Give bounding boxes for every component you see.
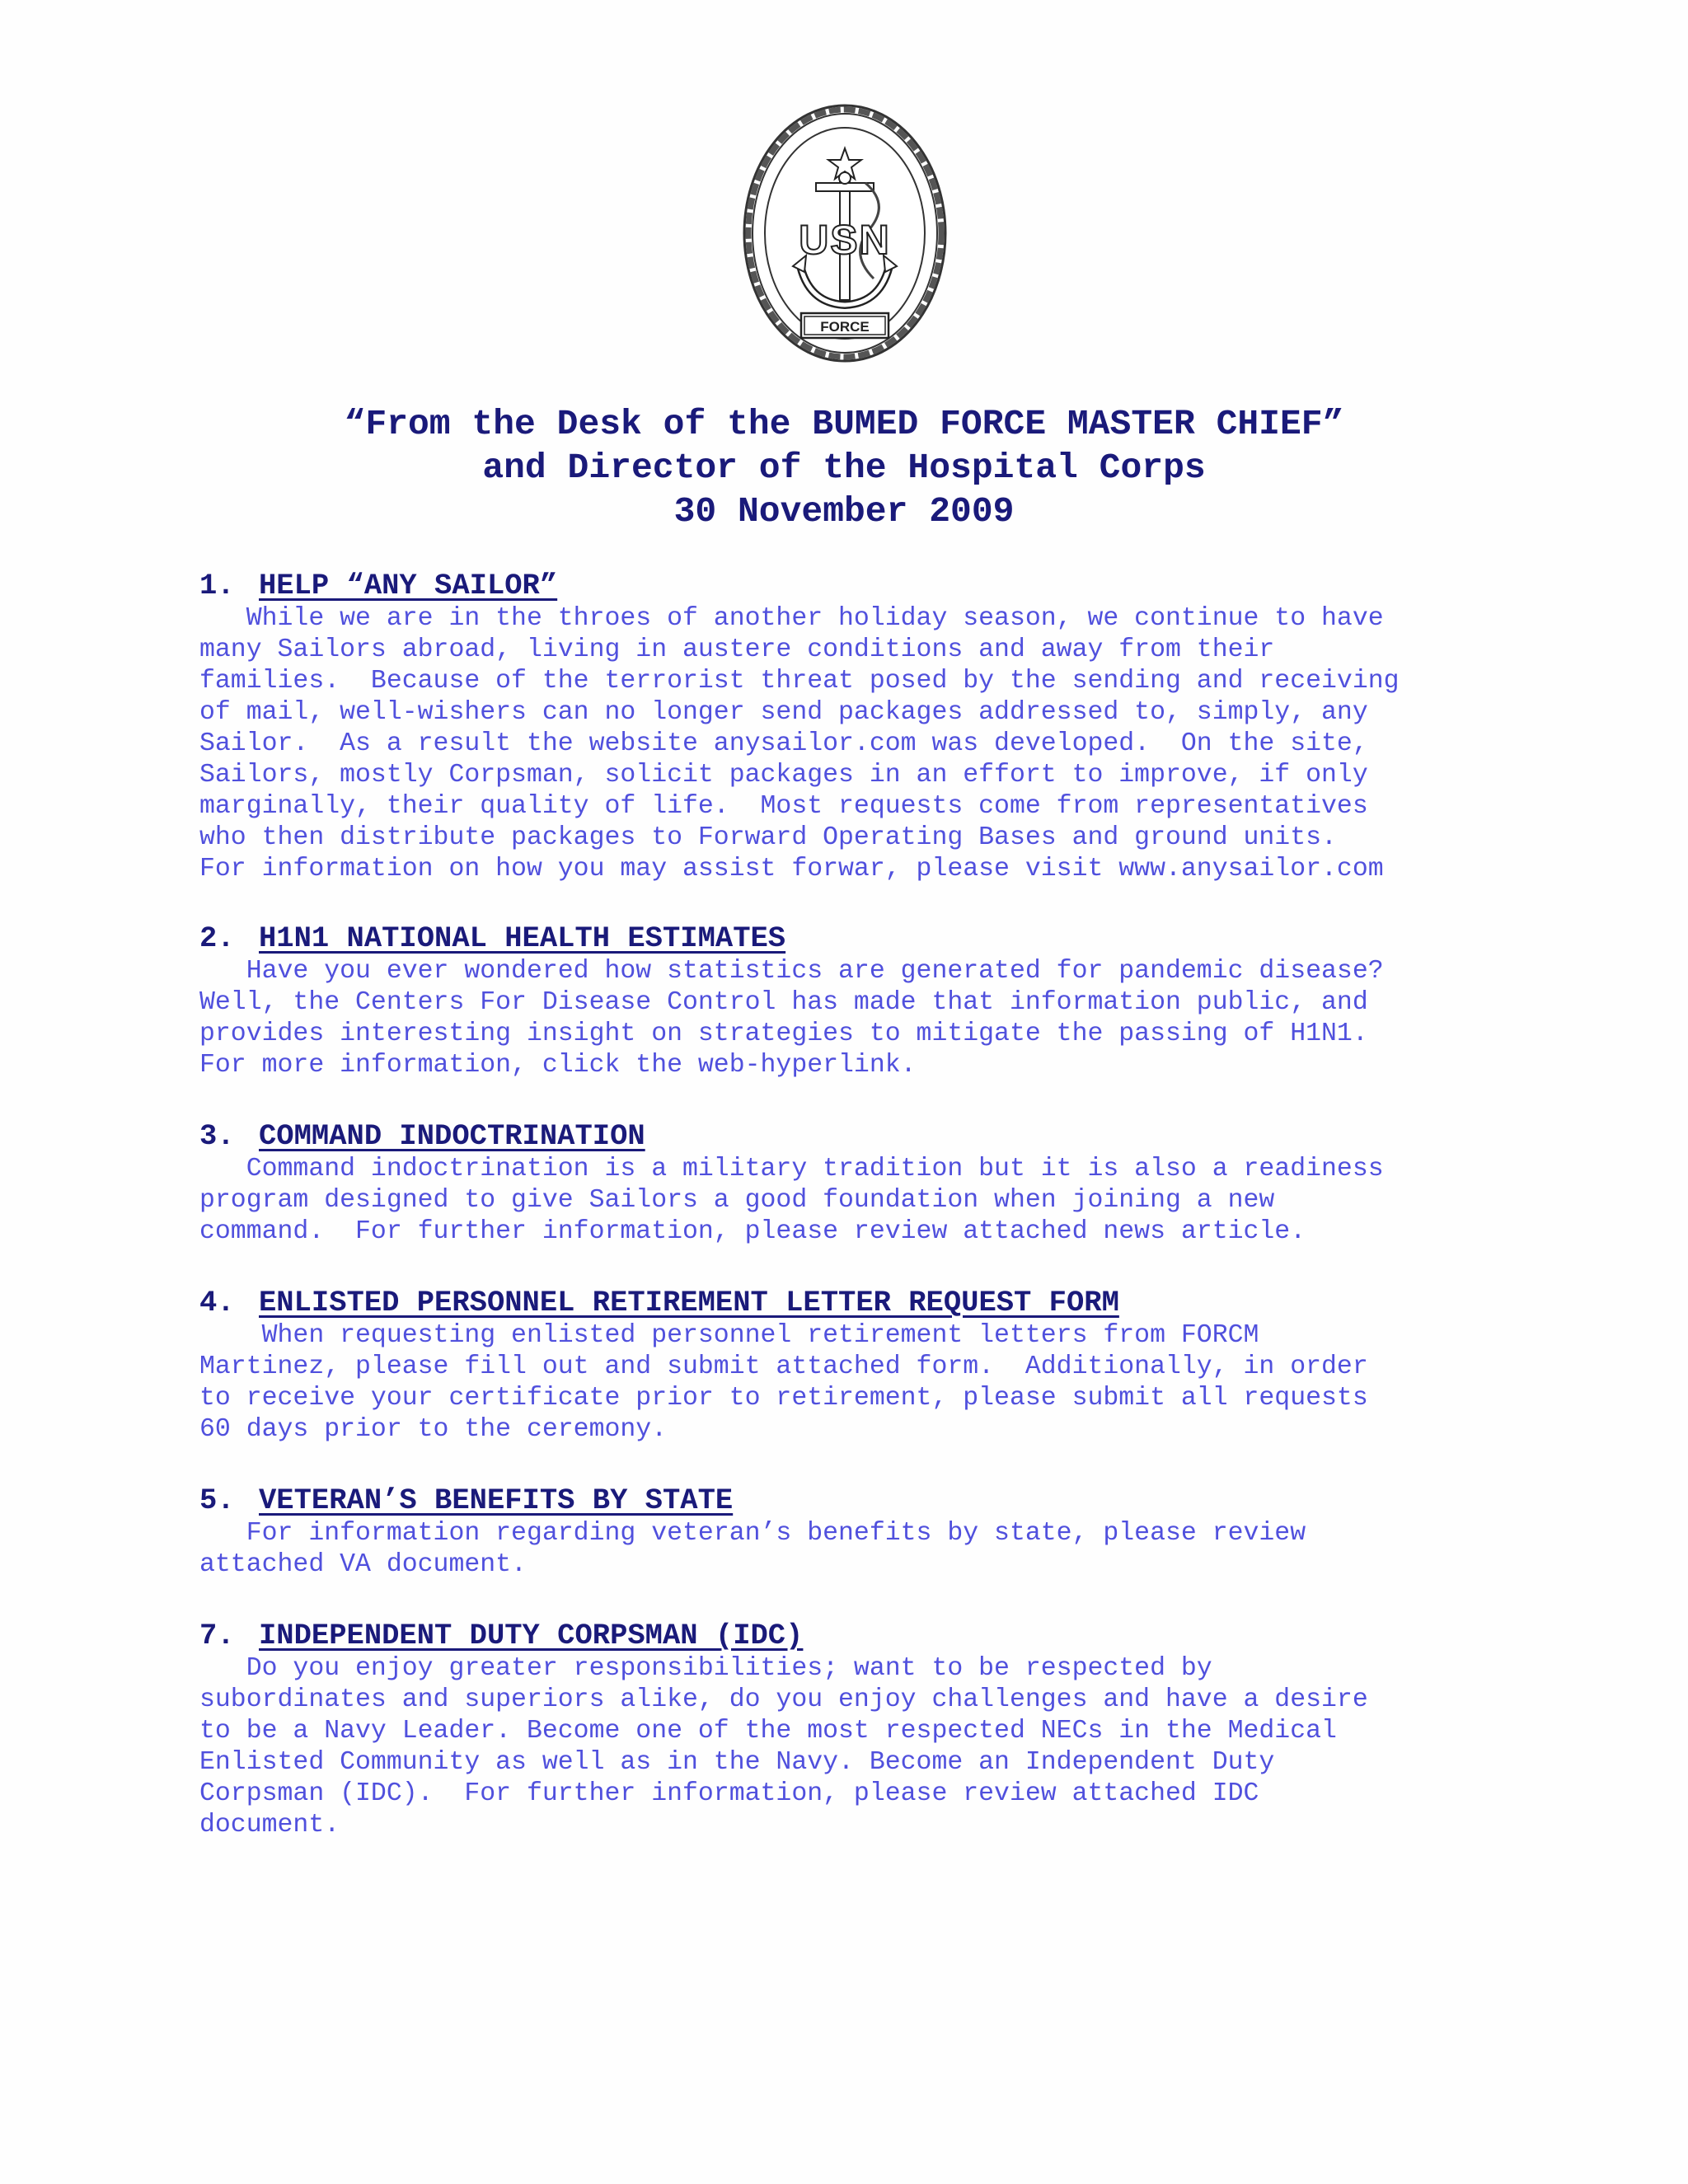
body-line: Do you enjoy greater responsibilities; want to be respected by xyxy=(199,1654,1212,1683)
section-body xyxy=(199,1154,1518,1248)
body-line: subordinates and superiors alike, do you enjoy challenges and have a desire xyxy=(199,1685,1368,1714)
body-line: Command indoctrination is a military tradition but it is also a readiness xyxy=(199,1155,1384,1183)
section-title: COMMAND INDOCTRINATION xyxy=(259,1119,645,1153)
memo-title: “From the Desk of the BUMED FORCE MASTER CHIEF” xyxy=(344,404,1344,444)
section-number: 2. xyxy=(199,921,235,955)
section-number: 7. xyxy=(199,1619,235,1652)
section-title: HELP “ANY SAILOR” xyxy=(259,569,558,602)
section-body xyxy=(199,603,1518,885)
body-line: For information regarding veteran’s benefits by state, please review xyxy=(199,1519,1306,1548)
body-line: to receive your certificate prior to retirement, please submit all requests xyxy=(199,1384,1368,1413)
body-line: of mail, well-wishers can no longer send packages addressed to, simply, any xyxy=(199,698,1368,727)
section-h1n1-estimates xyxy=(199,921,1518,1081)
body-line: command. For further information, please review attached news article. xyxy=(199,1217,1306,1246)
section-title: INDEPENDENT DUTY CORPSMAN (IDC) xyxy=(259,1619,804,1652)
body-line: Martinez, please fill out and submit attached form. Additionally, in order xyxy=(199,1352,1368,1381)
section-heading xyxy=(199,1286,1518,1320)
memo-date: 30 November 2009 xyxy=(673,491,1015,532)
section-number: 5. xyxy=(199,1483,235,1517)
section-veterans-benefits xyxy=(199,1483,1518,1581)
section-help-any-sailor xyxy=(199,569,1518,885)
section-command-indoctrination xyxy=(199,1119,1518,1248)
section-number: 4. xyxy=(199,1286,235,1319)
body-line: program designed to give Sailors a good foundation when joining a new xyxy=(199,1186,1275,1215)
body-line: Have you ever wondered how statistics are generated for pandemic disease? xyxy=(199,957,1384,986)
section-number: 3. xyxy=(199,1119,235,1153)
section-title: VETERAN’S BENEFITS BY STATE xyxy=(259,1483,734,1517)
section-heading xyxy=(199,1619,1518,1653)
body-line: Sailor. As a result the website anysailor.com was developed. On the site, xyxy=(199,729,1368,758)
body-line: attached VA document. xyxy=(199,1550,527,1579)
body-line: For information on how you may assist forwar, please visit www.anysailor.com xyxy=(199,855,1384,883)
body-line: 60 days prior to the ceremony. xyxy=(199,1415,668,1444)
emblem-letters: USN xyxy=(799,217,891,263)
memo-subtitle: and Director of the Hospital Corps xyxy=(482,448,1206,488)
body-line: When requesting enlisted personnel retirement letters from FORCM xyxy=(199,1321,1259,1350)
body-line: families. Because of the terrorist threat posed by the sending and receiving xyxy=(199,667,1400,696)
section-number: 1. xyxy=(199,569,235,602)
section-heading xyxy=(199,921,1518,956)
section-title: H1N1 NATIONAL HEALTH ESTIMATES xyxy=(259,921,786,955)
emblem-plate-text: FORCE xyxy=(820,319,870,335)
body-line: to be a Navy Leader. Become one of the most respected NECs in the Medical xyxy=(199,1717,1337,1746)
section-body xyxy=(199,956,1518,1081)
body-line: document. xyxy=(199,1811,340,1840)
memo-header xyxy=(0,402,1688,533)
section-heading xyxy=(199,1119,1518,1154)
body-line: Enlisted Community as well as in the Navy. Become an Independent Duty xyxy=(199,1748,1275,1777)
usn-force-emblem-icon xyxy=(734,97,956,369)
section-body xyxy=(199,1653,1518,1841)
body-line: Corpsman (IDC). For further information, please review attached IDC xyxy=(199,1779,1259,1808)
section-heading xyxy=(199,569,1518,603)
section-independent-duty-corpsman xyxy=(199,1619,1518,1841)
body-line: Sailors, mostly Corpsman, solicit packages in an effort to improve, if only xyxy=(199,761,1368,790)
section-body xyxy=(199,1518,1518,1581)
body-line: Well, the Centers For Disease Control has made that information public, and xyxy=(199,988,1368,1017)
body-line: many Sailors abroad, living in austere conditions and away from their xyxy=(199,635,1275,664)
body-line: marginally, their quality of life. Most requests come from representatives xyxy=(199,792,1368,821)
section-title: ENLISTED PERSONNEL RETIREMENT LETTER REQUEST FORM xyxy=(259,1286,1119,1319)
body-line: While we are in the throes of another holiday season, we continue to have xyxy=(199,604,1384,633)
memo-content xyxy=(199,569,1518,1841)
body-line: who then distribute packages to Forward Operating Bases and ground units. xyxy=(199,823,1337,852)
body-line: provides interesting insight on strategies to mitigate the passing of H1N1. xyxy=(199,1019,1368,1048)
body-line: For more information, click the web-hyperlink. xyxy=(199,1051,917,1080)
section-retirement-letter-form xyxy=(199,1286,1518,1446)
section-body xyxy=(199,1320,1518,1446)
section-heading xyxy=(199,1483,1518,1518)
